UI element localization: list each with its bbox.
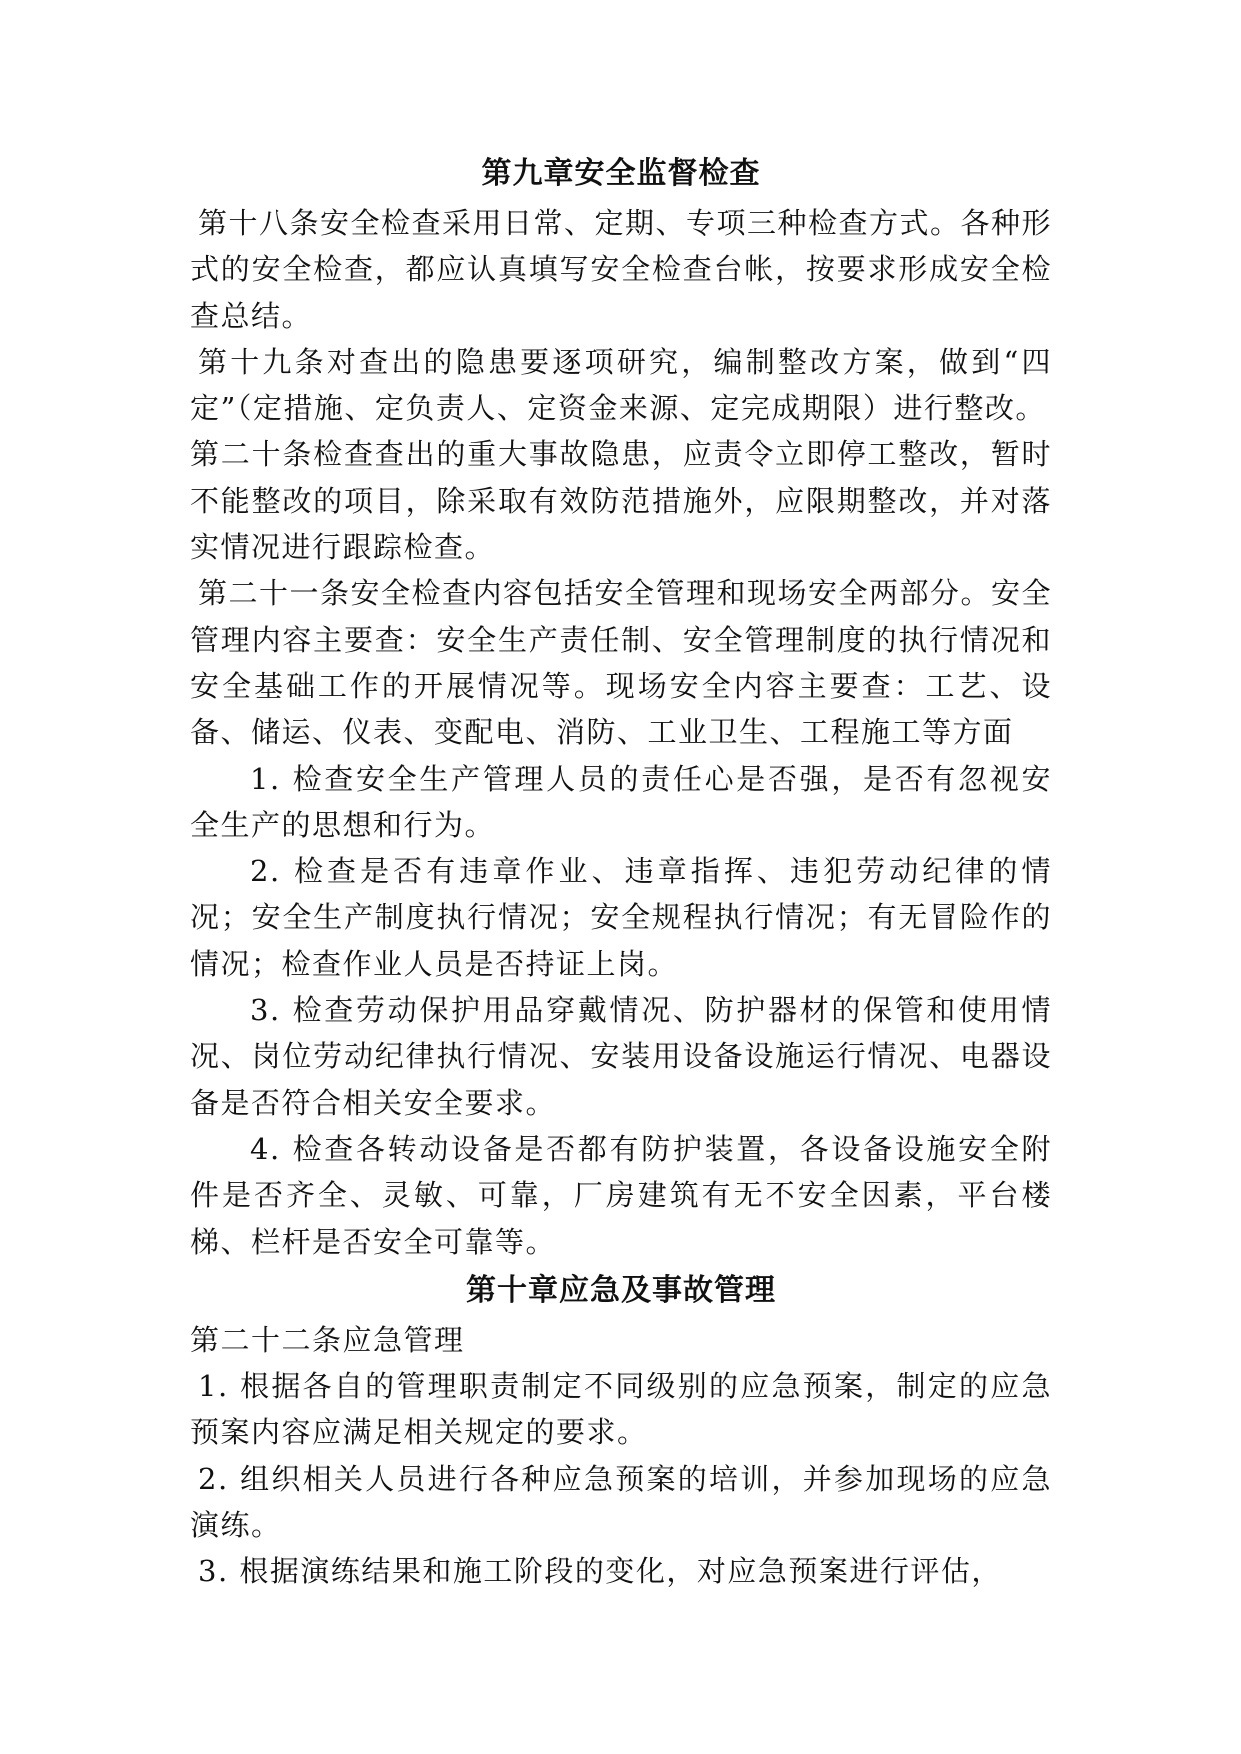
chapter-9-title: 第九章安全监督检查: [481, 156, 761, 191]
chapter-10-title: 第十章应急及事故管理: [466, 1272, 776, 1308]
emergency-item-1: 1. 根据各自的管理职责制定不同级别的应急预案，制定的应急预案内容应满足相关规定的要求。: [190, 1369, 1052, 1450]
inspection-item-3: 3. 检查劳动保护用品穿戴情况、防护器材的保管和使用情况、岗位劳动纪律执行情况、安装用设备设施运行情况、电器设备是否符合相关安全要求。: [190, 993, 1052, 1120]
page-content: [190, 148, 1052, 1595]
article-21: 第二十一条安全检查内容包括安全管理和现场安全两部分。安全管理内容主要查：安全生产责任制、安全管理制度的执行情况和安全基础工作的开展情况等。现场安全内容主要查：工艺、设备、储运、仪表、变配电、消防、工业卫生、工程施工等方面: [190, 576, 1053, 750]
article-20: 第二十条检查查出的重大事故隐患，应责令立即停工整改，暂时不能整改的项目，除采取有效防范措施外，应限期整改，并对落实情况进行跟踪检查。: [190, 437, 1052, 565]
inspection-item-2: 2. 检查是否有违章作业、违章指挥、违犯劳动纪律的情况；安全生产制度执行情况；安全规程执行情况；有无冒险作的情况；检查作业人员是否持证上岗。: [190, 854, 1052, 981]
inspection-item-1: 1. 检查安全生产管理人员的责任心是否强，是否有忽视安全生产的思想和行为。: [190, 761, 1052, 842]
emergency-item-2: 2. 组织相关人员进行各种应急预案的培训，并参加现场的应急演练。: [190, 1461, 1052, 1543]
article-19: 第十九条对查出的隐患要逐项研究，编制整改方案，做到“四定”（定措施、定负责人、定资金来源、定完成期限）进行整改。: [190, 344, 1052, 426]
inspection-item-4: 4. 检查各转动设备是否都有防护装置，各设备设施安全附件是否齐全、灵敏、可靠，厂房建筑有无不安全因素，平台楼梯、栏杆是否安全可靠等。: [190, 1131, 1052, 1259]
emergency-item-3: 3. 根据演练结果和施工阶段的变化，对应急预案进行评估，: [198, 1554, 1002, 1589]
article-18: 第十八条安全检查采用日常、定期、专项三种检查方式。各种形式的安全检查，都应认真填写安全检查台帐，按要求形成安全检查总结。: [190, 206, 1053, 333]
article-22: 第二十二条应急管理: [190, 1322, 465, 1357]
